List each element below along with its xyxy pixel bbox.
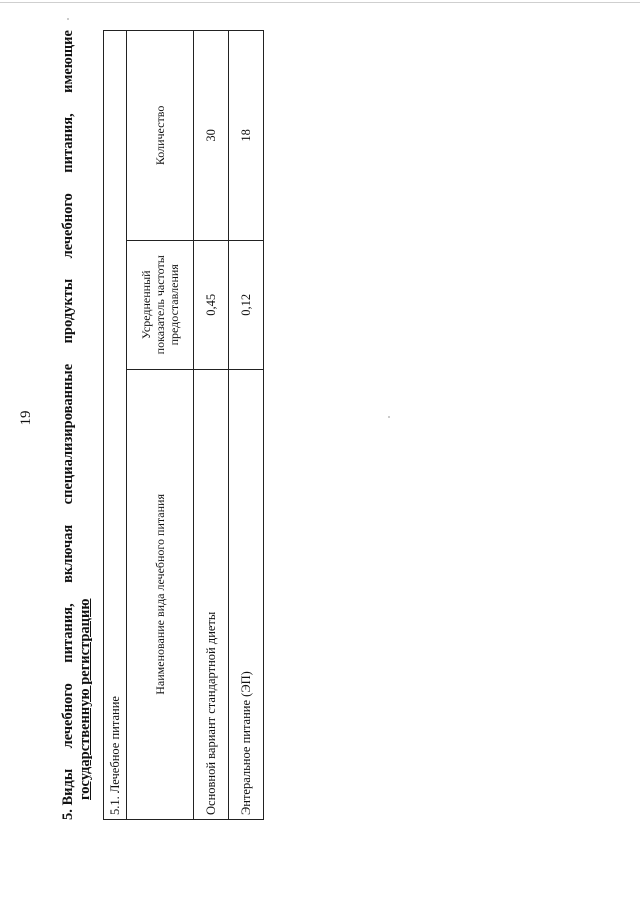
section-label: 5.1. Лечебное питание [104, 31, 127, 820]
table-section-row [104, 31, 127, 820]
nutrition-table [103, 30, 264, 820]
section-heading [60, 30, 94, 820]
heading-word: специализированные [60, 363, 76, 505]
scan-speck [388, 416, 390, 418]
header-name: Наименование вида лечебного питания [127, 369, 194, 819]
heading-word: включая [60, 524, 76, 583]
table-header-row [127, 31, 194, 820]
row-frequency: 0,45 [194, 240, 229, 369]
heading-word: 5. Виды [60, 768, 76, 820]
row-name: Энтеральное питание (ЭП) [229, 369, 264, 819]
table-row [229, 31, 264, 820]
page-number: 19 [18, 410, 34, 426]
heading-line-1 [60, 30, 77, 820]
scan-top-edge [0, 2, 640, 3]
table-row [194, 31, 229, 820]
heading-word: продукты [60, 278, 76, 344]
header-frequency: Усредненный показатель частоты предоставления [127, 240, 194, 369]
heading-line-2: государственную регистрацию [77, 598, 93, 800]
row-name: Основной вариант стандартной диеты [194, 369, 229, 819]
header-quantity: Количество [127, 31, 194, 241]
rotated-page-content [18, 30, 270, 820]
heading-word: лечебного [60, 683, 76, 749]
heading-word: лечебного [60, 193, 76, 259]
scan-speck [67, 18, 69, 20]
row-quantity: 18 [229, 31, 264, 241]
heading-word: питания, [60, 603, 76, 663]
row-frequency: 0,12 [229, 240, 264, 369]
row-quantity: 30 [194, 31, 229, 241]
heading-word: имеющие [60, 30, 76, 93]
heading-word: питания, [60, 113, 76, 173]
